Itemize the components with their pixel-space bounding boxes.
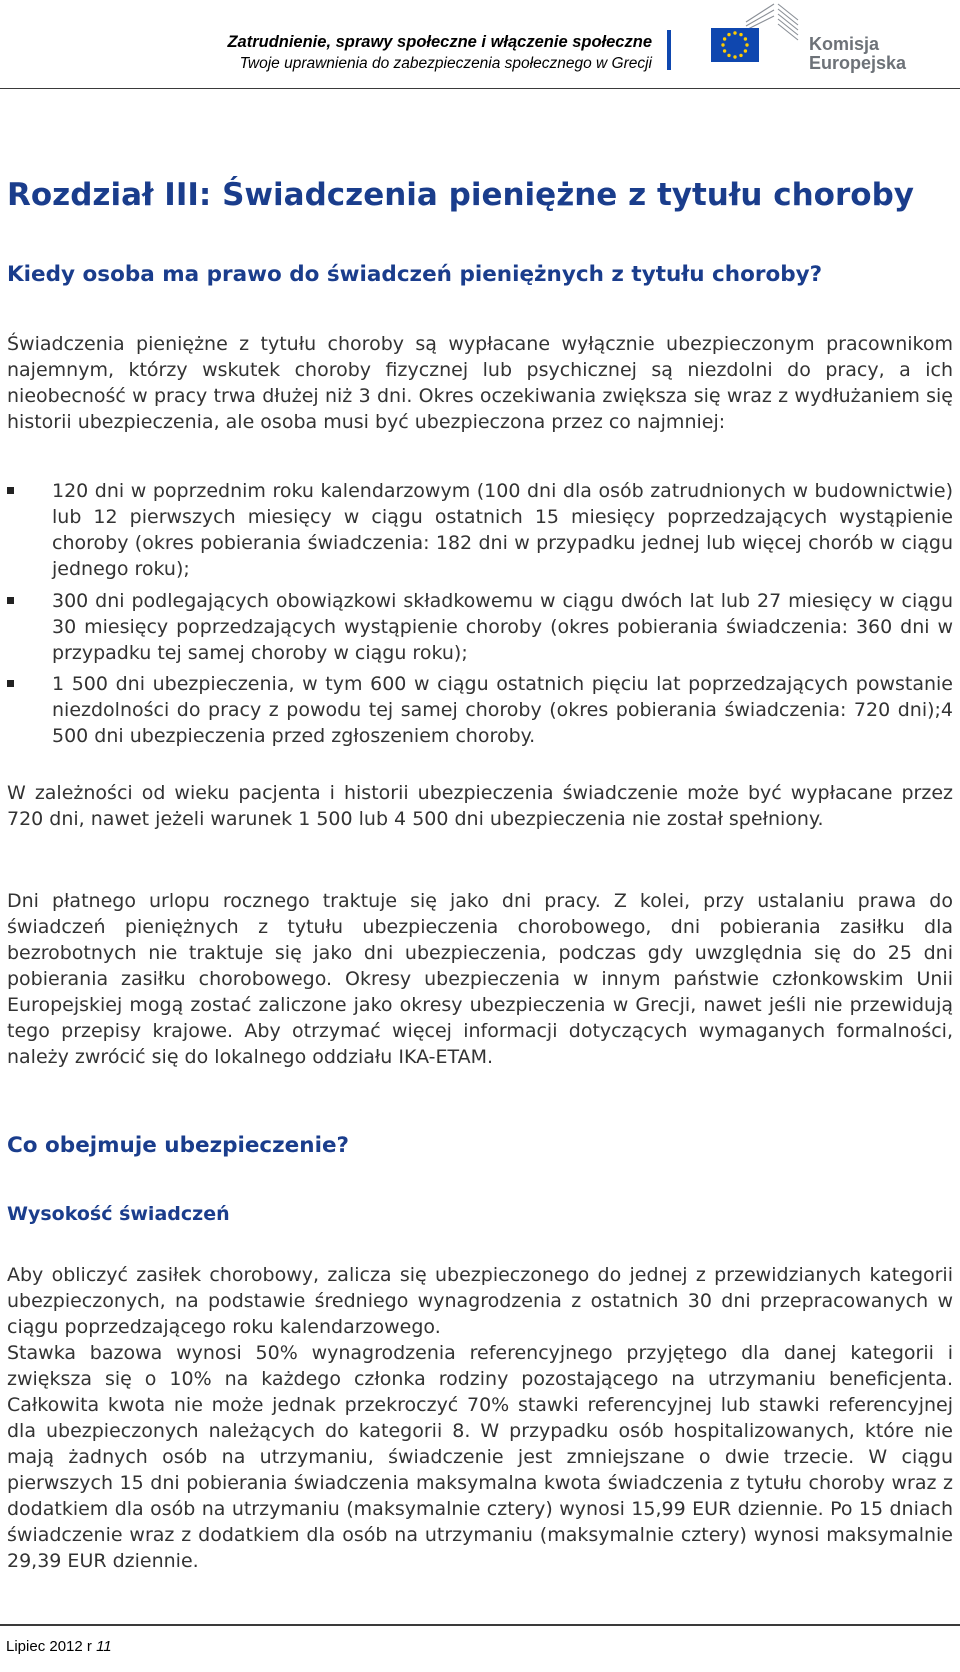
header-titles: [227, 32, 652, 74]
list-item-text: 120 dni w poprzednim roku kalendarzowym (100 dni dla osób zatrudnionych w budownictwie) lub 12 pierwszych miesięcy w ciągu ostatnich 15 miesięcy poprzedzających wystąpienie choroby (okres pobierania świadczenia: 182 dni w przypadku jednej lub więcej chorób w ciągu jednego roku);: [52, 480, 953, 580]
bullet-icon: [7, 680, 14, 687]
footer-date: Lipiec 2012 r: [6, 1638, 92, 1655]
list-item: [7, 588, 953, 666]
page-number: 11: [96, 1638, 112, 1655]
paragraph-calculation: Aby obliczyć zasiłek chorobowy, zalicza się ubezpieczonego do jednej z przewidzianych kategorii ubezpieczonych, na podstawie średniego wynagrodzenia z ostatnich 30 dni przepracowanych w ciągu poprzedzającego roku kalendarzowego.: [7, 1264, 953, 1338]
logo-text-line-2: Europejska: [809, 53, 907, 73]
footer-rule: [0, 1624, 960, 1626]
paragraph-rates: Stawka bazowa wynosi 50% wynagrodzenia referencyjnego przyjętego dla danej kategorii i zwiększa się o 10% na każdego członka rodziny pozostającego na utrzymaniu beneficjenta. Całkowita kwota nie może jednak przekroczyć 70% stawki referencyjnej lub stawki referencyjnej dla ubezpieczonych należących do kategorii 8. W przypadku osób hospitalizowanych, które nie mają żadnych osób na utrzymaniu, świadczenie jest zmniejszane o dwie trzecie. W ciągu pierwszych 15 dni pobierania świadczenia maksymalna kwota świadczenia z tytułu choroby wraz z dodatkiem dla osób na utrzymaniu (maksymalnie cztery) wynosi 15,99 EUR dziennie. Po 15 dniach świadczenie wraz z dodatkiem dla osób na utrzymaniu (maksymalnie cztery) wynosi maksymalnie 29,39 EUR dziennie.: [7, 1342, 953, 1572]
list-item-text: 1 500 dni ubezpieczenia, w tym 600 w ciągu ostatnich pięciu lat poprzedzających powstanie niezdolności do pracy z powodu tej samej choroby (okres pobierania świadczenia: 720 dni);4 500 dni ubezpieczenia przed zgłoszeniem choroby.: [52, 673, 953, 747]
list-item: [7, 478, 953, 582]
paragraph-intro: Świadczenia pieniężne z tytułu choroby są wypłacane wyłącznie ubezpieczonym pracownikom najemnym, którzy wskutek choroby fizycznej lub psychicznej są niezdolni do pracy, a ich nieobecność w pracy trwa dłużej niż 3 dni. Okres oczekiwania zwiększa się wraz z wydłużaniem się historii ubezpieczenia, ale osoba musi być ubezpieczona przez co najmniej:: [7, 333, 953, 433]
chapter-title: Rozdział III: Świadczenia pieniężne z tytułu choroby: [7, 177, 914, 213]
header-separator: [667, 30, 671, 70]
paragraph-duration: W zależności od wieku pacjenta i historii ubezpieczenia świadczenie może być wypłacane przez 720 dni, nawet jeżeli warunek 1 500 lub 4 500 dni ubezpieczenia nie został spełniony.: [7, 782, 953, 830]
list-item-text: 300 dni podlegających obowiązkowi składkowemu w ciągu dwóch lat lub 27 miesięcy w ciągu 30 miesięcy poprzedzających wystąpienie choroby (okres pobierania świadczenia: 360 dni w przypadku tej samej choroby w ciągu roku);: [52, 590, 953, 664]
section-heading-eligibility: Kiedy osoba ma prawo do świadczeń pieniężnych z tytułu choroby?: [7, 262, 823, 287]
bullet-icon: [7, 597, 14, 604]
subheading-benefit-amount: Wysokość świadczeń: [7, 1203, 230, 1225]
section-heading-coverage: Co obejmuje ubezpieczenie?: [7, 1133, 349, 1158]
logo-text-line-1: Komisja: [809, 34, 880, 54]
list-item: [7, 671, 953, 749]
header-line-1: Zatrudnienie, sprawy społeczne i włączenie społeczne: [227, 33, 652, 51]
bullet-icon: [7, 487, 14, 494]
header-line-2: Twoje uprawnienia do zabezpieczenia społecznego w Grecji: [239, 55, 652, 72]
paragraph-insurance-periods: Dni płatnego urlopu rocznego traktuje się jako dni pracy. Z kolei, przy ustalaniu prawa do świadczeń pieniężnych z tytułu ubezpieczenia chorobowego, dni pobierania zasiłku dla bezrobotnych nie traktuje się jako dni ubezpieczenia, podczas gdy uwzględnia się do 25 dni pobierania zasiłku chorobowego. Okresy ubezpieczenia w innym państwie członkowskim Unii Europejskiej mogą zostać zaliczone jako okresy ubezpieczenia w Grecji, nawet jeśli nie przewidują tego przepisy krajowe. Aby otrzymać więcej informacji dotyczących wymaganych formalności, należy zwrócić się do lokalnego oddziału IKA-ETAM.: [7, 890, 953, 1068]
page-footer: [6, 1638, 112, 1655]
